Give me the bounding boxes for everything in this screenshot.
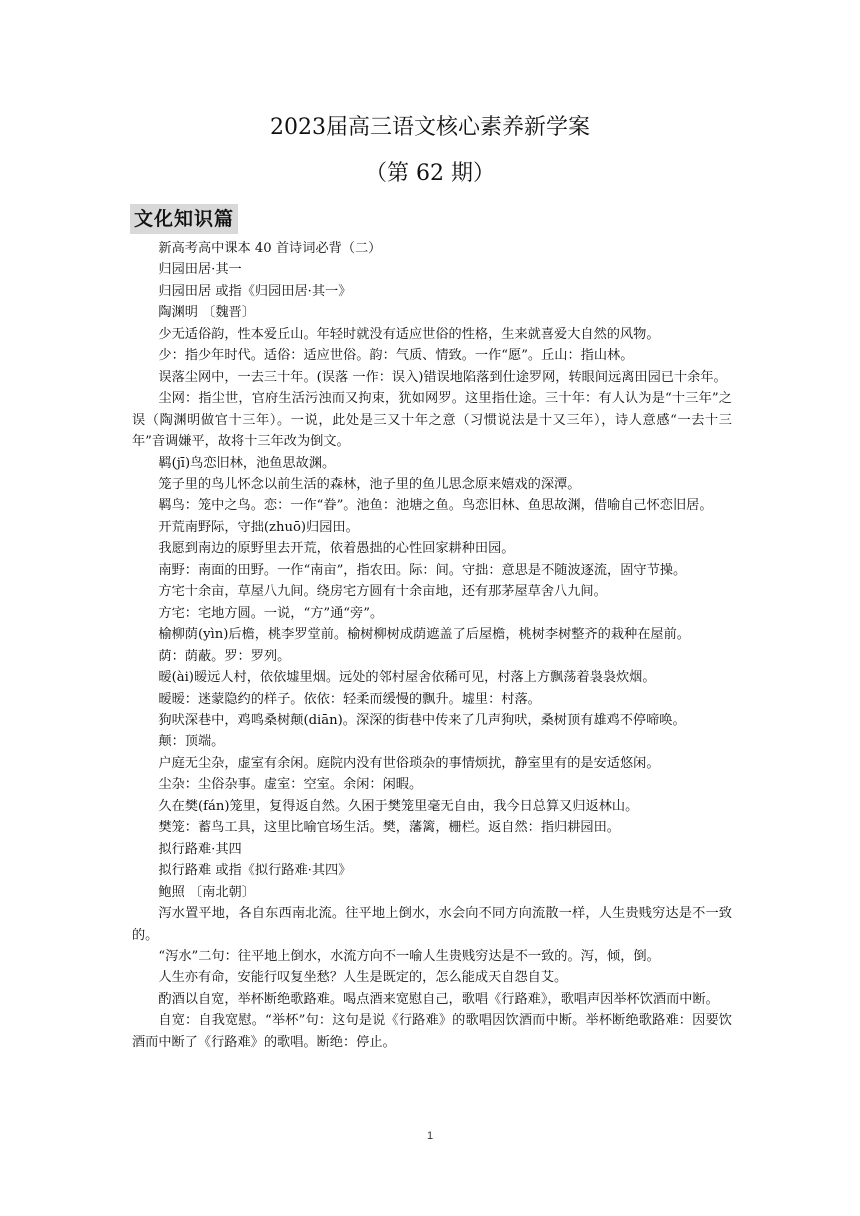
paragraph: 我愿到南边的原野里去开荒，依着愚拙的心性回家耕种田园。	[158, 541, 515, 557]
paragraph: 方宅十余亩，草屋八九间。绕房宅方圆有十余亩地，还有那茅屋草舍八九间。	[158, 584, 607, 600]
paragraph: 方宅：宅地方圆。一说，“方”通“旁”。	[158, 605, 384, 621]
paragraph: 归园田居·其一	[158, 262, 242, 278]
paragraph: 鲍照 〔南北朝〕	[158, 884, 255, 900]
paragraph: 泻水置平地，各自东西南北流。往平地上倒水，水会向不同方向流散一样，人生贵贱穷达是不一致的。	[132, 906, 732, 943]
paragraph: 人生亦有命，安能行叹复坐愁？人生是既定的，怎么能成天自怨自艾。	[158, 970, 568, 986]
paragraph: 开荒南野际，守拙(zhuō)归园田。	[158, 519, 359, 535]
paragraph: 酌酒以自宽，举杯断绝歌路难。喝点酒来宽慰自己，歌唱《行路难》，歌唱声因举杯饮酒而中断。	[158, 991, 719, 1007]
paragraph: 拟行路难 或指《拟行路难·其四》	[158, 863, 352, 879]
paragraph: 自宽：自我宽慰。“举杯”句：这句是说《行路难》的歌唱因饮酒而中断。举杯断绝歌路难：因要饮酒而中断了《行路难》的歌唱。断绝：停止。	[132, 1013, 732, 1050]
paragraph: 尘网：指尘世，官府生活污浊而又拘束，犹如网罗。这里指仕途。三十年：有人认为是“十三年”之误（陶渊明做官十三年）。一说，此处是三又十年之意（习惯说法是十又三年），诗人意感“一去十三年”音调嫌平，故将十三年改为倒文。	[132, 391, 732, 450]
document-body	[132, 238, 732, 1053]
paragraph: 狗吠深巷中，鸡鸣桑树颠(diān)。深深的街巷中传来了几声狗吠，桑树顶有雄鸡不停啼唤。	[158, 712, 686, 728]
page-number: 1	[426, 1130, 434, 1142]
paragraph: 樊笼：蓄鸟工具，这里比喻官场生活。樊，藩篱，栅栏。返自然：指归耕园田。	[158, 820, 620, 836]
paragraph: 荫：荫蔽。罗：罗列。	[158, 648, 291, 664]
paragraph: 暧暧：迷蒙隐约的样子。依依：轻柔而缓慢的飘升。墟里：村落。	[158, 691, 541, 707]
paragraph: 尘杂：尘俗杂事。虚室：空室。余闲：闲暇。	[158, 777, 423, 793]
document-title: 2023届高三语文核心素养新学案	[270, 115, 590, 140]
paragraph: 暧(ài)暧远人村，依依墟里烟。远处的邻村屋舍依稀可见，村落上方飘荡着袅袅炊烟。	[158, 670, 656, 686]
paragraph: 新高考高中课本 40 首诗词必背（二）	[158, 241, 382, 256]
paragraph: 少：指少年时代。适俗：适应世俗。韵：气质、情致。一作“愿”。丘山：指山林。	[158, 348, 634, 364]
section-heading: 文化知识篇	[130, 204, 238, 234]
paragraph: 少无适俗韵，性本爱丘山。年轻时就没有适应世俗的性格，生来就喜爱大自然的风物。	[158, 326, 660, 342]
paragraph: 羁鸟：笼中之鸟。恋：一作“眷”。池鱼：池塘之鱼。鸟恋旧林、鱼思故渊，借喻自己怀恋旧居。	[158, 498, 713, 514]
issue-number: （第 62 期）	[365, 161, 495, 186]
paragraph: 久在樊(fán)笼里，复得返自然。久困于樊笼里毫无自由，我今日总算又归返林山。	[158, 798, 639, 814]
paragraph: 拟行路难·其四	[158, 841, 242, 857]
paragraph: 户庭无尘杂，虚室有余闲。庭院内没有世俗琐杂的事情烦扰，静室里有的是安适悠闲。	[158, 755, 660, 771]
paragraph: 南野：南面的田野。一作“南亩”，指农田。际：间。守拙：意思是不随波逐流，固守节操。	[158, 562, 687, 578]
paragraph: “泻水”二句：往平地上倒水，水流方向不一喻人生贵贱穷达是不一致的。泻，倾，倒。	[158, 948, 660, 964]
paragraph: 榆柳荫(yìn)后檐，桃李罗堂前。榆树柳树成荫遮盖了后屋檐，桃树李树整齐的栽种在屋前。	[158, 627, 690, 643]
paragraph: 误落尘网中，一去三十年。(误落 一作：误入)错误地陷落到仕途罗网，转眼间远离田园已十余年。	[158, 369, 727, 385]
paragraph: 笼子里的鸟儿怀念以前生活的森林，池子里的鱼儿思念原来嬉戏的深潭。	[158, 476, 581, 492]
paragraph: 羁(jī)鸟恋旧林，池鱼思故渊。	[158, 455, 336, 471]
paragraph: 颠：顶端。	[158, 734, 225, 750]
paragraph: 归园田居 或指《归园田居·其一》	[158, 283, 352, 299]
paragraph: 陶渊明 〔魏晋〕	[158, 305, 255, 321]
